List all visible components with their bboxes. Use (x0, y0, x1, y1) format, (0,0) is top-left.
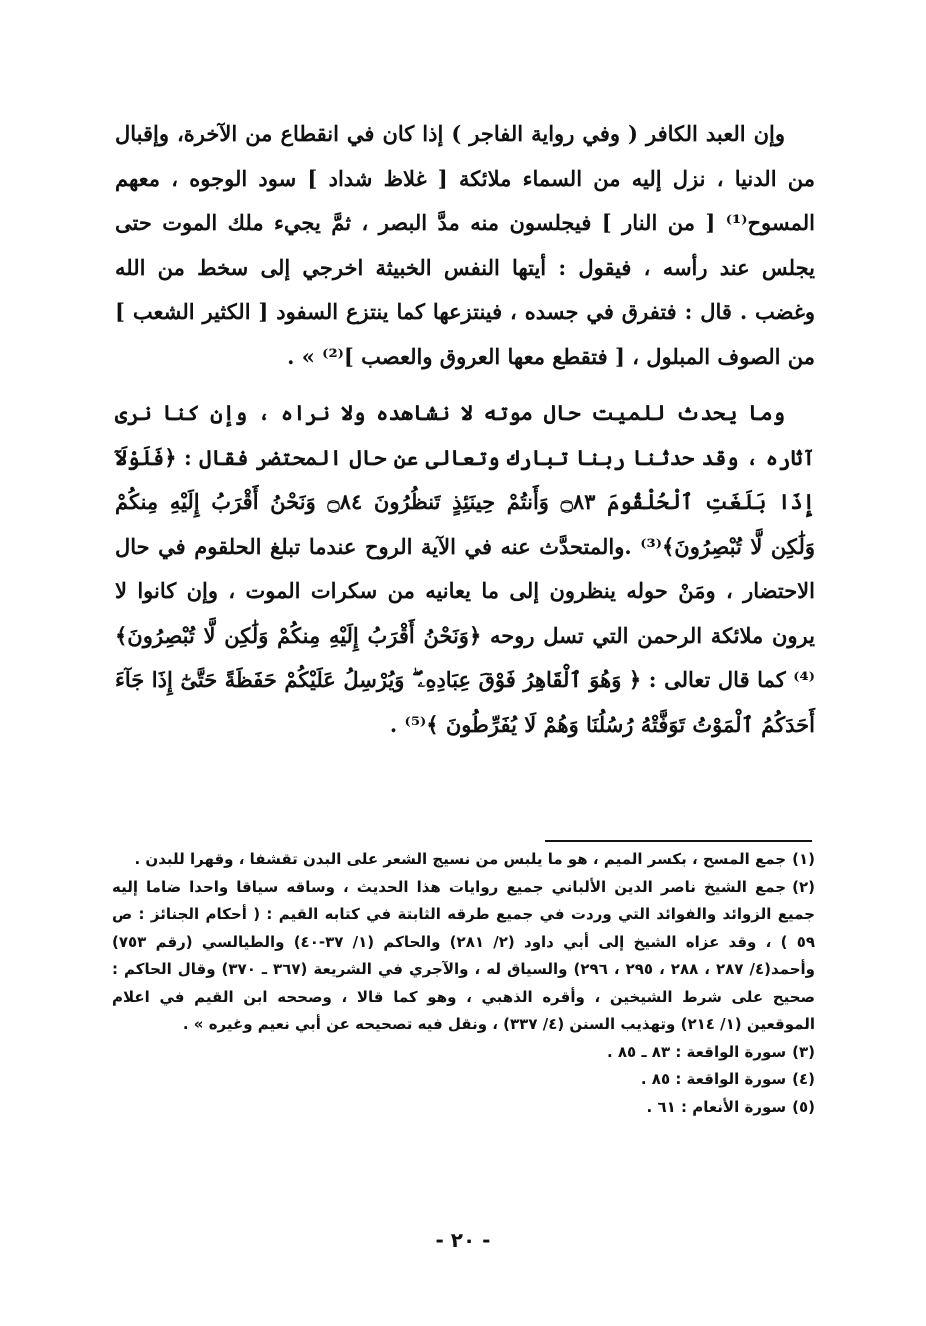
footnote-number: (٣) (792, 1042, 815, 1061)
footnote-text: سورة الواقعة : ٨٣ ـ ٨٥ . (606, 1042, 787, 1061)
footnote-2 (112, 874, 815, 1039)
footnote-number: (٢) (792, 877, 815, 896)
footnote-number: (١) (792, 850, 815, 868)
main-text (115, 112, 815, 747)
footnote-text: سورة الواقعة : ٨٥ . (640, 1070, 787, 1088)
paragraph-2: وما يحدث للميت حال موته لا نشاهده ولا نراه ، وإن كنا نرى آثاره ، وقد حدثنا ربنا تبارك وتعالى عن حال المحتضر فقال : ﴿فَلَوْلَآ إِذَا بَلَغَتِ ٱلْحُلْقُومَ ۝٨٣ وَأَنتُمْ حِينَئِذٍ تَنظُرُونَ ۝٨٤ وَنَحْنُ أَقْرَبُ إِلَيْهِ مِنكُمْ وَلَٰكِن لَّا تُبْصِرُونَ﴾⁽³⁾ .والمتحدَّث عنه في الآية الروح عندما تبلغ الحلقوم في حال الاحتضار ، ومَنْ حوله ينظرون إلى ما يعانيه من سكرات الموت ، وإن كانوا لا يرون ملائكة الرحمن التي تسل روحه ﴿وَنَحْنُ أَقْرَبُ إِلَيْهِ مِنكُمْ وَلَٰكِن لَّا تُبْصِرُونَ﴾⁽⁴⁾ كما قال تعالى : ﴿ وَهُوَ ٱلْقَاهِرُ فَوْقَ عِبَادِهِۦ ۖ وَيُرْسِلُ عَلَيْكُمْ حَفَظَةً حَتَّىٰٓ إِذَا جَآءَ أَحَدَكُمُ ٱلْمَوْتُ تَوَفَّتْهُ رُسُلُنَا وَهُمْ لَا يُفَرِّطُونَ ﴾⁽⁵⁾ . (115, 400, 816, 737)
footnote-3 (112, 1039, 815, 1067)
page-number: - ٢٠ - (435, 1228, 491, 1252)
footnote-number: (٥) (792, 1097, 815, 1116)
paragraph-1: وإن العبد الكافر ( وفي رواية الفاجر ) إذا كان في انقطاع من الآخرة، وإقبال من الدنيا ، نزل إليه من السماء ملائكة [ غلاظ شداد ] سود الوجوه ، معهم المسوح⁽¹⁾ [ من النار ] فيجلسون منه مدَّ البصر ، ثمَّ يجيء ملك الموت حتى يجلس عند رأسه ، فيقول : أيتها النفس الخبيثة اخرجي إلى سخط من الله وغضب . قال : فتفرق في جسده ، فينتزعها كما ينتزع السفود [ الكثير الشعب ] من الصوف المبلول ، [ فتقطع معها العروق والعصب ]⁽²⁾ » . (115, 121, 815, 369)
footnotes (112, 846, 815, 1121)
footnote-1 (112, 846, 815, 874)
footnote-text: جمع المسح ، بكسر الميم ، هو ما يلبس من نسيج الشعر على البدن تقشفا ، وقهرا للبدن . (134, 850, 787, 868)
footnote-separator (545, 840, 812, 842)
footnote-5 (112, 1094, 815, 1122)
footnote-4 (112, 1066, 815, 1094)
footnote-text: سورة الأنعام : ٦١ . (646, 1097, 787, 1116)
footnote-text: جمع الشيخ ناصر الدين الألباني جميع روايات هذا الحديث ، وساقه سياقا واحدا ضاما إليه جميع الزوائد والفوائد التي وردت في جميع طرقه الثابتة في كتابه القيم : ( أحكام الجنائز : ص ٥٩ ) ، وقد عزاه الشيخ إلى أبي داود (٢/ ٢٨١) والحاكم (١/ ٣٧-٤٠) والطيالسي (رقم ٧٥٣) وأحمد(٤/ ٢٨٧ ، ٢٨٨ ، ٢٩٥ ، ٢٩٦) والسياق له ، والآجري في الشريعة (٣٦٧ ـ ٣٧٠) وقال الحاكم : صحيح على شرط الشيخين ، وأقره الذهبي ، وهو كما قالا ، وصححه ابن القيم في اعلام الموقعين (١/ ٢١٤) وتهذيب السنن (٤/ ٣٣٧) ، ونقل فيه تصحيحه عن أبي نعيم وغيره » . (112, 877, 815, 1033)
footnote-number: (٤) (792, 1070, 815, 1088)
